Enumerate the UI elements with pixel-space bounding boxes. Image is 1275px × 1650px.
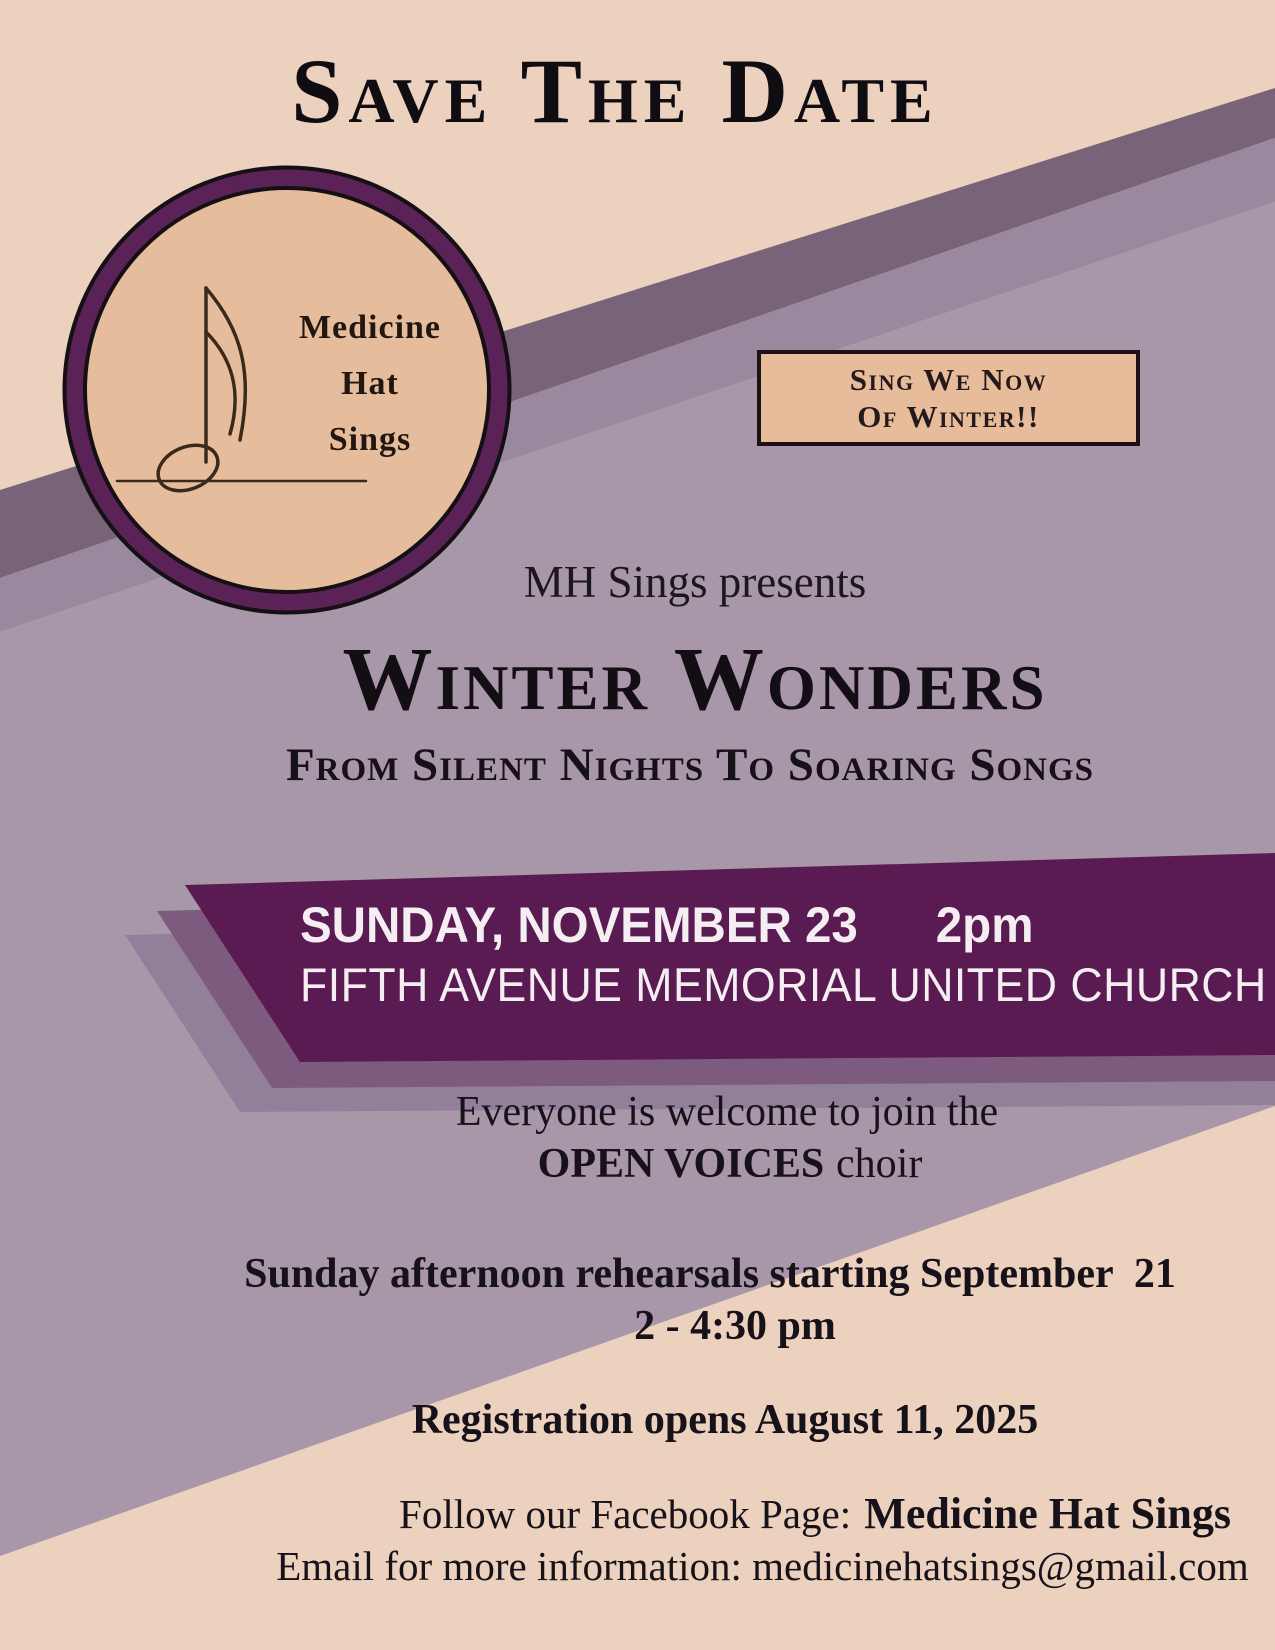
rehearsals-line: Sunday afternoon rehearsals starting September 21 [244,1251,1176,1297]
promo-line-1: Sing We Now [849,361,1048,397]
email-line: Email for more information: medicinehatsings@gmail.com [276,1543,1249,1589]
registration-line: Registration opens August 11, 2025 [411,1397,1039,1443]
facebook-page-name: Medicine Hat Sings [864,1489,1231,1538]
welcome-line: Everyone is welcome to join the [455,1089,999,1135]
logo-line-hat: Hat [341,365,399,403]
event-subtitle: From Silent Nights To Soaring Songs [285,739,1095,791]
event-time: 2pm [935,897,1034,953]
choir-line [130,1140,1275,1188]
event-title: Winter Wonders [342,630,1048,729]
facebook-label: Follow our Facebook Page: [399,1491,852,1537]
choir-suffix: choir [836,1141,923,1187]
event-venue: FIFTH AVENUE MEMORIAL UNITED CHURCH [300,958,1267,1011]
logo-line-sings: Sings [328,421,412,459]
banner-date-line [300,896,1226,954]
page-title: Save The Date [291,40,939,142]
choir-name: OPEN VOICES [537,1141,825,1187]
logo-wordmark [245,300,495,468]
presents-line: MH Sings presents [523,557,867,607]
event-date: SUNDAY, NOVEMBER 23 [300,897,858,953]
facebook-line [265,1488,1275,1539]
promo-line-2: Of Winter!! [857,399,1040,434]
rehearsal-time-range: 2 - 4:30 pm [634,1303,836,1349]
logo-line-medicine: Medicine [298,309,442,346]
promo-box [757,350,1140,446]
